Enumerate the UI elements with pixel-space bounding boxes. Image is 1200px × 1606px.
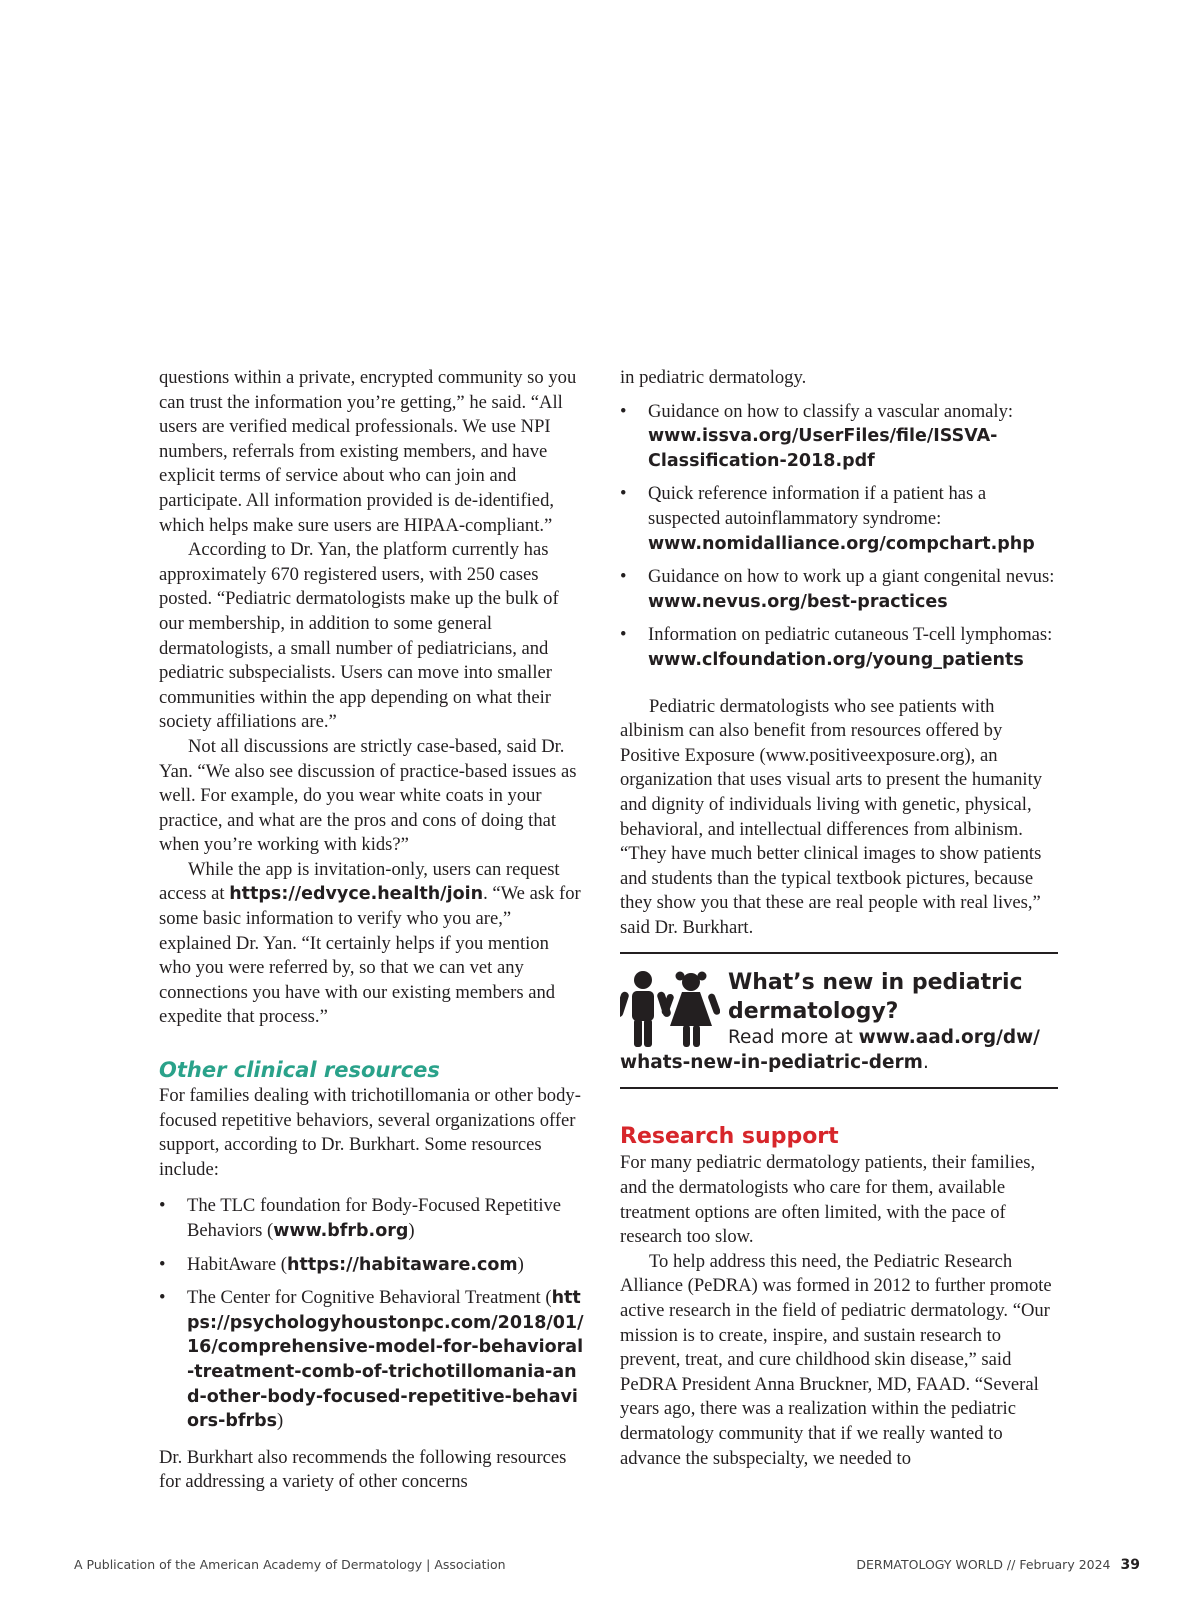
paragraph: questions within a private, encrypted community so you can trust the information you’re getting,” he said. “All users are verified medical professionals. We use NPI numbers, referrals from existing members, and have explicit terms of service about who can join and participate. All information provided is de-identified, which helps make sure users are HIPAA-compliant.” — [159, 367, 577, 536]
resource-list — [159, 1194, 584, 1433]
text: The Center for Cognitive Behavioral Treatment ( — [187, 1287, 552, 1309]
nomidalliance-link[interactable]: www.nomidalliance.org/compchart.php — [648, 533, 1035, 554]
bullet-icon: • — [159, 1195, 166, 1217]
text: ) — [408, 1220, 415, 1241]
text: Guidance on how to classify a vascular anomaly: — [648, 400, 1014, 422]
text: . “We ask for some basic information to verify who you are,” explained Dr. Yan. “It certainly helps if you mention who you were referred by, so that we can vet any connections you have with our existing members and expedite that process.” — [159, 883, 581, 1028]
list-item — [620, 565, 1058, 614]
aad-link[interactable]: www.aad.org/dw/ — [858, 1027, 1040, 1049]
issva-link[interactable]: www.issva.org/UserFiles/file/ISSVA-Classification-2018.pdf — [648, 426, 998, 471]
text: . — [922, 1052, 929, 1074]
section-heading-research-support: Research support — [620, 1124, 839, 1150]
text: HabitAware ( — [187, 1253, 287, 1275]
footer-issue-text: DERMATOLOGY WORLD // February 2024 — [856, 1557, 1111, 1572]
aad-link-cont[interactable]: whats-new-in-pediatric-derm — [620, 1052, 923, 1074]
paragraph — [159, 858, 584, 1030]
paragraph: Dr. Burkhart also recommends the following resources for addressing a variety of other concerns — [159, 1446, 567, 1493]
text: ) — [517, 1253, 524, 1275]
text: Information on pediatric cutaneous T-cell lymphomas: — [648, 624, 1053, 646]
callout-box — [620, 952, 1058, 1089]
bullet-icon: • — [620, 624, 627, 646]
right-column — [620, 366, 1058, 1471]
bullet-icon: • — [620, 483, 627, 505]
list-item — [620, 400, 1058, 474]
clfoundation-link[interactable]: www.clfoundation.org/young_patients — [648, 649, 1024, 670]
bullet-icon: • — [159, 1253, 166, 1275]
list-item — [620, 482, 1058, 556]
list-item — [159, 1253, 584, 1278]
list-item — [159, 1286, 584, 1434]
bfrb-link[interactable]: www.bfrb.org — [273, 1221, 409, 1241]
text: ) — [277, 1410, 284, 1432]
list-item — [159, 1194, 584, 1243]
section-heading-other-resources: Other clinical resources — [159, 1058, 440, 1083]
edvyce-link[interactable]: https://edvyce.health/join — [229, 884, 484, 905]
text: Guidance on how to work up a giant congenital nevus: — [648, 566, 1055, 588]
text: Quick reference information if a patient has a suspected autoinflammatory syndrome: — [648, 483, 987, 529]
bullet-icon: • — [620, 566, 627, 588]
paragraph: Not all discussions are strictly case-based, said Dr. Yan. “We also see discussion of practice-based issues as well. For example, do you wear white coats in your practice, and what are the pros and cons of doing that when you’re working with kids?” — [159, 735, 577, 856]
paragraph: For families dealing with trichotillomania or other body-focused repetitive behaviors, several organizations offer support, according to Dr. Burkhart. Some resources include: — [159, 1085, 581, 1180]
nevus-link[interactable]: www.nevus.org/best-practices — [648, 591, 948, 612]
paragraph: To help address this need, the Pediatric Research Alliance (PeDRA) was formed in 2012 to further promote active research in the field of pediatric dermatology. “Our mission is to create, inspire, and sustain research to prevent, treat, and cure childhood skin disease,” said PeDRA President Anna Bruckner, MD, FAAD. “Several years ago, there was a realization within the pediatric dermatology community that if we really wanted to advance the subspecialty, we needed to — [620, 1250, 1052, 1469]
footer-issue — [856, 1557, 1140, 1573]
psychologyhouston-link[interactable]: https://psychologyhoustonpc.com/2018/01/16/comprehensive-model-for-behavioral-treatment-comb-of-trichotillomania-and-other-body-focused-repetitive-behaviors-bfrbs — [187, 1288, 584, 1432]
callout-read-more — [728, 1026, 1058, 1050]
callout-title: What’s new in pediatric dermatology? — [728, 970, 1023, 1025]
text: The TLC foundation for Body-Focused Repetitive Behaviors ( — [187, 1195, 562, 1241]
paragraph: For many pediatric dermatology patients, their families, and the dermatologists who care for them, available treatment options are often limited, with the pace of research too slow. — [620, 1152, 1036, 1248]
left-column — [159, 366, 584, 1495]
page-number: 39 — [1120, 1557, 1140, 1573]
callout-read-more-cont — [620, 1050, 1058, 1075]
text: Read more at — [728, 1027, 859, 1049]
paragraph: Pediatric dermatologists who see patients with albinism can also benefit from resources offered by Positive Exposure (www.positiveexposure.org), an organization that uses visual arts to present the humanity and dignity of individuals living with genetic, physical, behavioral, and intellectual differences from albinism. “They have much better clinical images to show patients and students than the typical textbook pictures, because they show you that these are real people with real lives,” said Dr. Burkhart. — [620, 695, 1043, 938]
text: While the app is invitation-only, users can request access at — [159, 858, 560, 905]
list-item — [620, 623, 1058, 672]
paragraph: According to Dr. Yan, the platform currently has approximately 670 registered users, with 250 cases posted. “Pediatric dermatologists make up the bulk of our membership, in addition to some general dermatologists, a small number of pediatricians, and pediatric subspecialists. Users can move into smaller communities within the app depending on what their society affiliations are.” — [159, 539, 559, 733]
resource-list — [620, 400, 1058, 673]
paragraph: in pediatric dermatology. — [620, 367, 807, 388]
footer-publication: A Publication of the American Academy of Dermatology | Association — [74, 1557, 506, 1572]
bullet-icon: • — [620, 400, 627, 422]
bullet-icon: • — [159, 1287, 166, 1309]
children-icon — [620, 970, 720, 1050]
habitaware-link[interactable]: https://habitaware.com — [287, 1254, 518, 1275]
